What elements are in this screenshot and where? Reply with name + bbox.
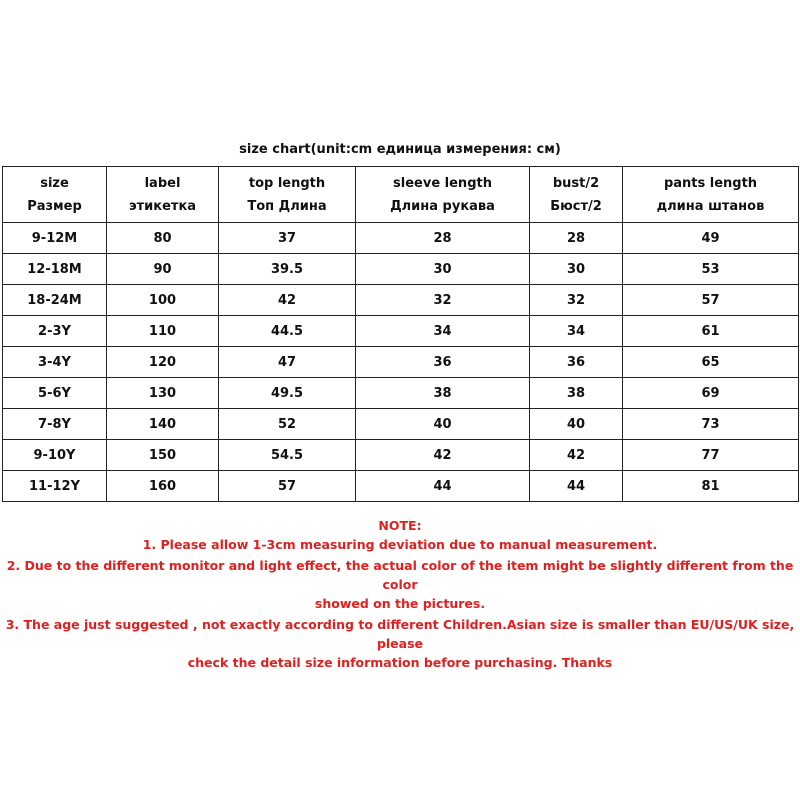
note-line-2a: 2. Due to the different monitor and light effect, the actual color of the item might be slightly different from the color	[6, 558, 794, 592]
table-cell: 30	[530, 254, 623, 285]
table-row	[3, 254, 799, 285]
table-row	[3, 285, 799, 316]
header-label: label этикетка	[107, 167, 219, 223]
table-row	[3, 440, 799, 471]
note-line-3b: check the detail size information before purchasing. Thanks	[187, 655, 613, 670]
header-bust: bust/2 Бюст/2	[530, 167, 623, 223]
table-cell: 53	[623, 254, 799, 285]
table-cell: 3-4Y	[3, 347, 107, 378]
table-cell: 160	[107, 471, 219, 502]
table-cell: 39.5	[219, 254, 356, 285]
table-cell: 47	[219, 347, 356, 378]
table-cell: 65	[623, 347, 799, 378]
table-cell: 130	[107, 378, 219, 409]
table-cell: 42	[530, 440, 623, 471]
table-cell: 44.5	[219, 316, 356, 347]
table-cell: 7-8Y	[3, 409, 107, 440]
table-cell: 36	[530, 347, 623, 378]
table-row	[3, 471, 799, 502]
table-cell: 40	[356, 409, 530, 440]
table-cell: 44	[530, 471, 623, 502]
header-top-length: top length Топ Длина	[219, 167, 356, 223]
size-table	[2, 166, 799, 502]
table-cell: 9-12M	[3, 223, 107, 254]
table-header-row	[3, 167, 799, 223]
table-cell: 42	[356, 440, 530, 471]
table-cell: 9-10Y	[3, 440, 107, 471]
table-cell: 34	[530, 316, 623, 347]
header-sleeve-length: sleeve length Длина рукава	[356, 167, 530, 223]
table-cell: 2-3Y	[3, 316, 107, 347]
table-cell: 61	[623, 316, 799, 347]
note-heading: NOTE:	[378, 518, 422, 533]
table-row	[3, 316, 799, 347]
table-row	[3, 223, 799, 254]
table-row	[3, 347, 799, 378]
header-size: size Размер	[3, 167, 107, 223]
note-block	[0, 516, 800, 672]
table-cell: 36	[356, 347, 530, 378]
table-cell: 49.5	[219, 378, 356, 409]
table-cell: 28	[356, 223, 530, 254]
table-cell: 32	[356, 285, 530, 316]
table-cell: 32	[530, 285, 623, 316]
table-cell: 120	[107, 347, 219, 378]
table-cell: 18-24M	[3, 285, 107, 316]
table-cell: 40	[530, 409, 623, 440]
table-cell: 77	[623, 440, 799, 471]
table-cell: 69	[623, 378, 799, 409]
table-cell: 12-18M	[3, 254, 107, 285]
table-cell: 38	[530, 378, 623, 409]
table-cell: 57	[219, 471, 356, 502]
table-cell: 81	[623, 471, 799, 502]
table-cell: 54.5	[219, 440, 356, 471]
table-cell: 57	[623, 285, 799, 316]
table-cell: 150	[107, 440, 219, 471]
table-cell: 52	[219, 409, 356, 440]
chart-title: size chart(unit:cm единица измерения: см)	[239, 142, 561, 157]
table-cell: 44	[356, 471, 530, 502]
table-cell: 42	[219, 285, 356, 316]
table-row	[3, 378, 799, 409]
table-cell: 37	[219, 223, 356, 254]
table-cell: 34	[356, 316, 530, 347]
table-row	[3, 409, 799, 440]
table-cell: 140	[107, 409, 219, 440]
table-cell: 49	[623, 223, 799, 254]
table-cell: 110	[107, 316, 219, 347]
header-pants-length: pants length длина штанов	[623, 167, 799, 223]
note-line-2b: showed on the pictures.	[314, 596, 486, 611]
table-cell: 80	[107, 223, 219, 254]
note-line-3a: 3. The age just suggested , not exactly according to different Children.Asian size is smaller than EU/US/UK size, please	[5, 617, 795, 651]
table-cell: 90	[107, 254, 219, 285]
table-cell: 38	[356, 378, 530, 409]
table-cell: 5-6Y	[3, 378, 107, 409]
table-cell: 73	[623, 409, 799, 440]
table-cell: 30	[356, 254, 530, 285]
note-line-1: 1. Please allow 1-3cm measuring deviation due to manual measurement.	[142, 537, 658, 552]
table-cell: 11-12Y	[3, 471, 107, 502]
table-cell: 100	[107, 285, 219, 316]
table-cell: 28	[530, 223, 623, 254]
